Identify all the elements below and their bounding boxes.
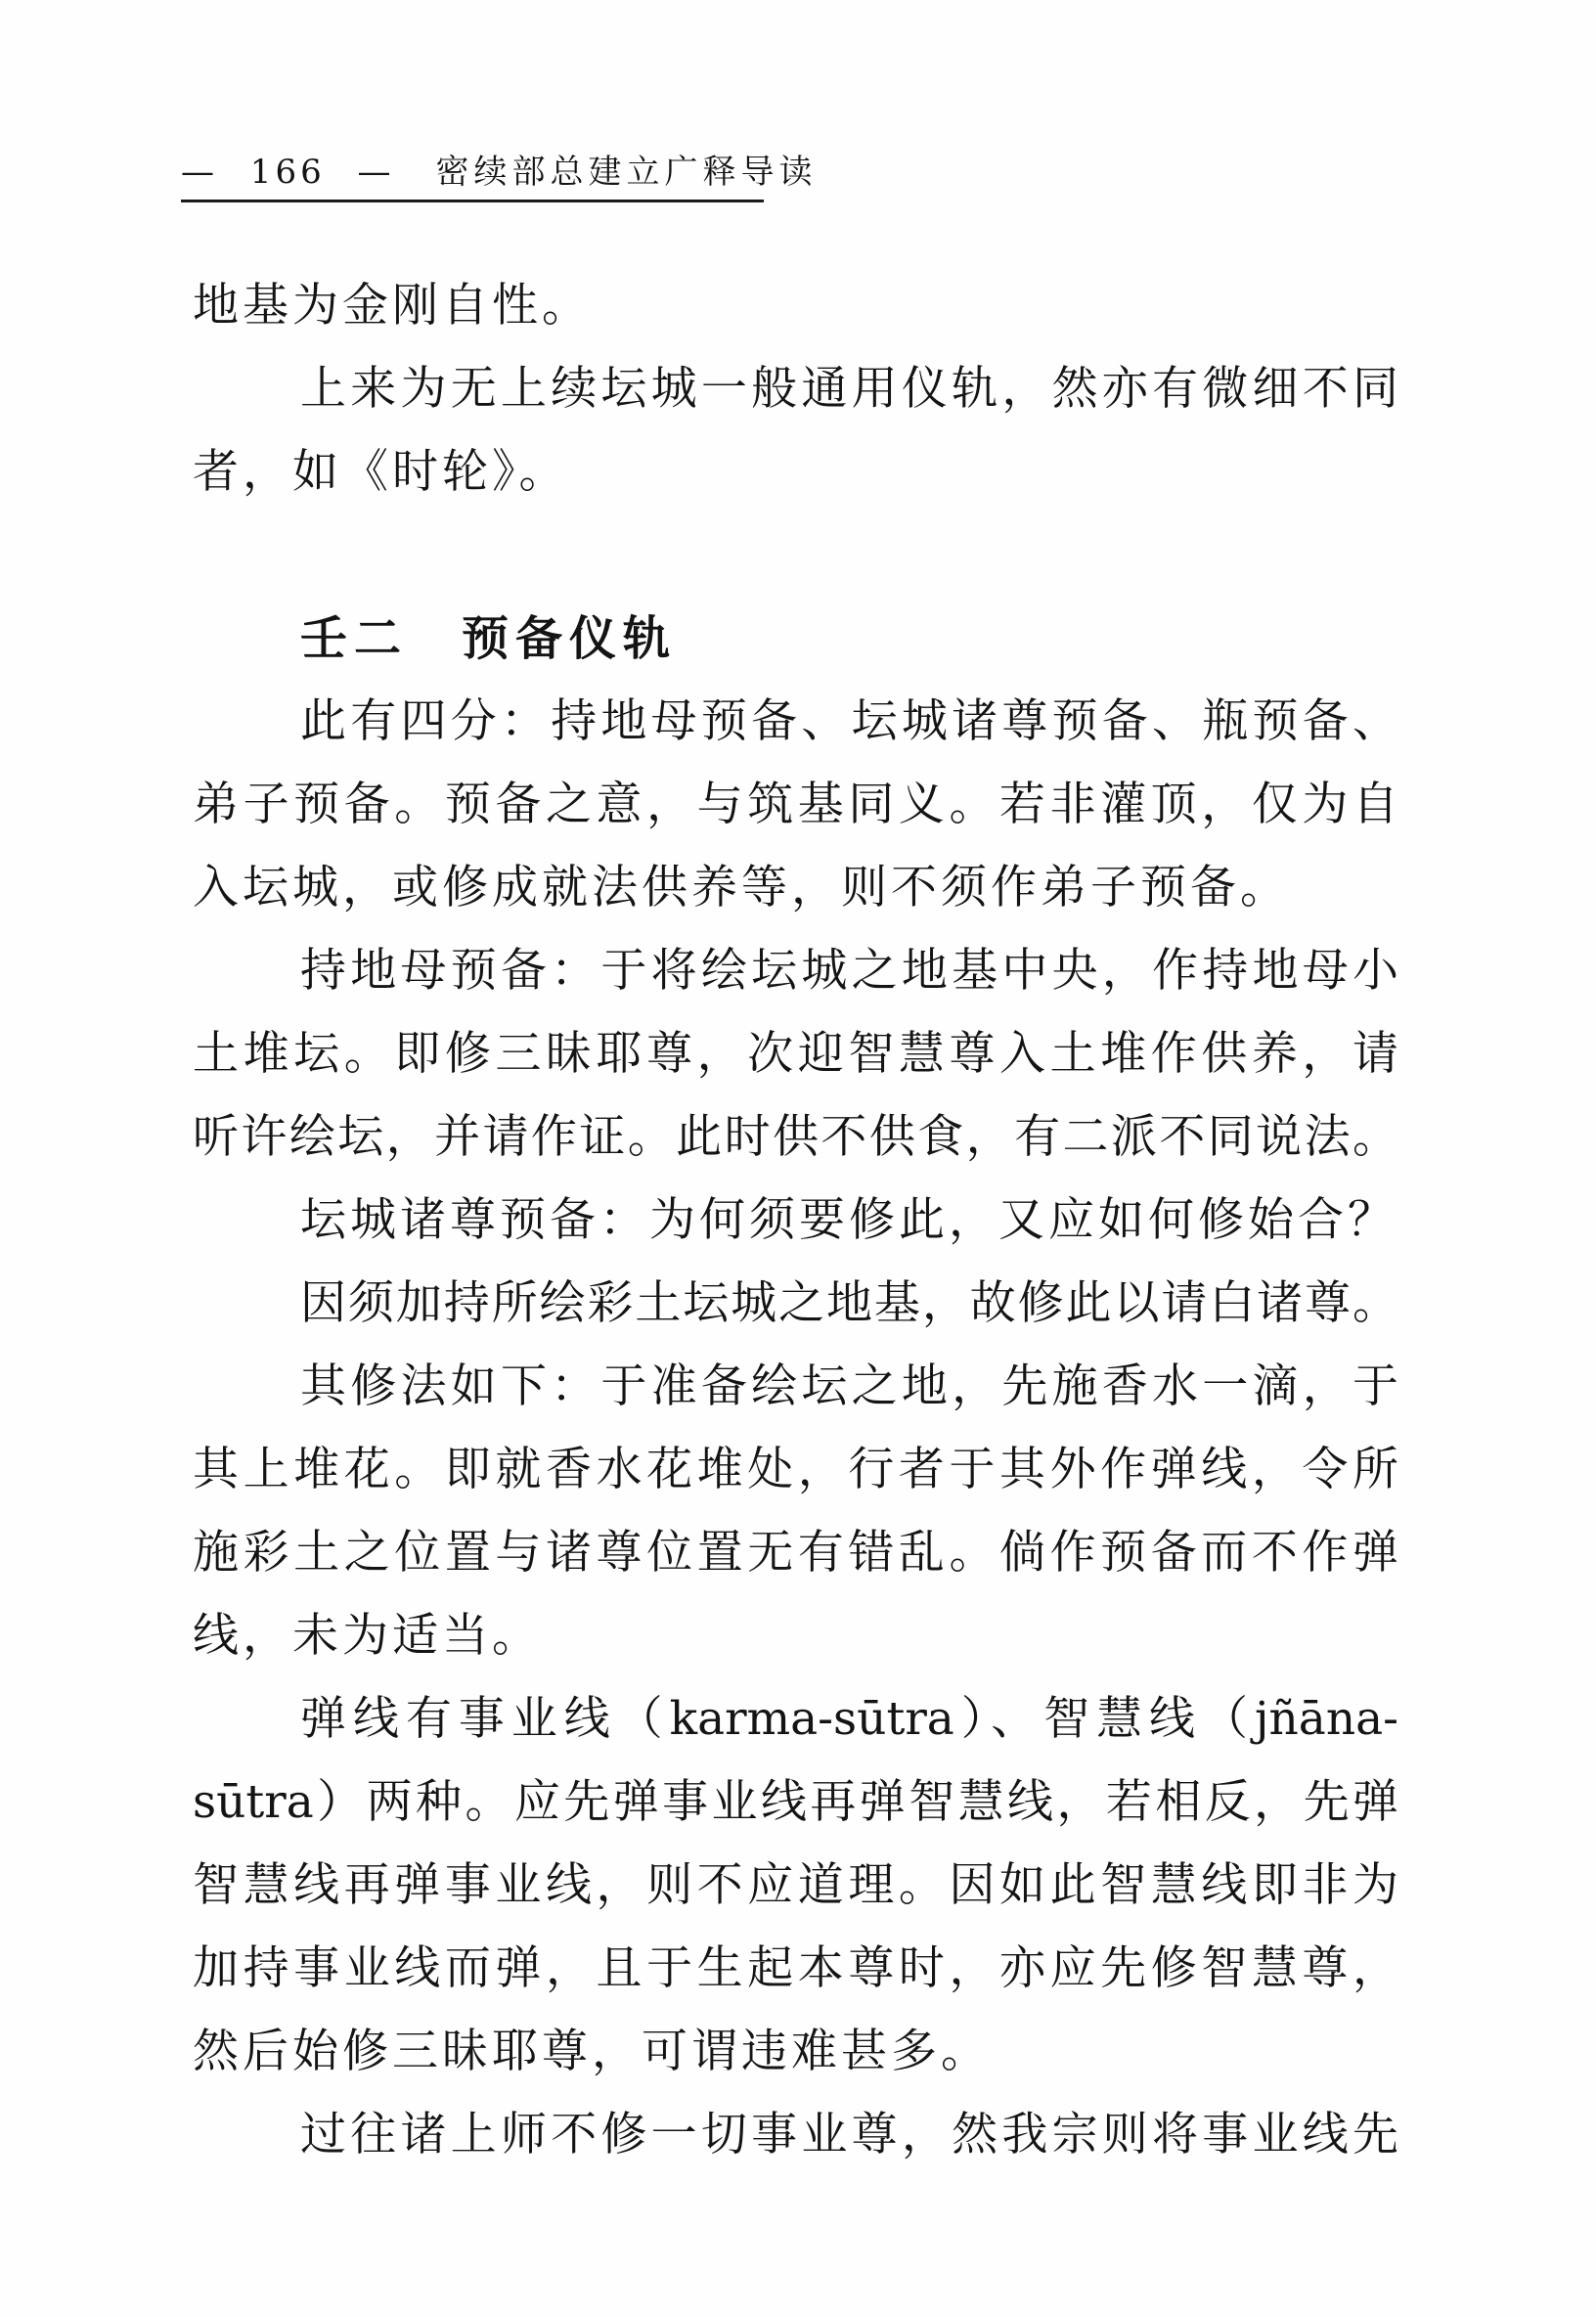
text-line: 其上堆花。即就香水花堆处，行者于其外作弹线，令所 (193, 1443, 1398, 1496)
text-line: 上来为无上续坛城一般通用仪轨，然亦有微细不同 (300, 362, 1398, 416)
text-line: 其修法如下：于准备绘坛之地，先施香水一滴，于 (300, 1359, 1398, 1413)
text-line: 过往诸上师不修一切事业尊，然我宗则将事业线先 (300, 2108, 1398, 2161)
text-line: 者，如《时轮》。 (193, 445, 569, 499)
text-line: 持地母预备：于将绘坛城之地基中央，作持地母小 (300, 944, 1398, 998)
text-line: 加持事业线而弹，且于生起本尊时，亦应先修智慧尊， (193, 1941, 1398, 1995)
text-line: 因须加持所绘彩土坛城之地基，故修此以请白诸尊。 (300, 1276, 1398, 1330)
text-line: 弟子预备。预备之意，与筑基同义。若非灌顶，仅为自 (193, 778, 1398, 831)
text-line: 施彩土之位置与诸尊位置无有错乱。倘作预备而不作弹 (193, 1526, 1398, 1580)
page-header (181, 153, 818, 202)
blank-line (193, 525, 1398, 608)
text-line: 此有四分：持地母预备、坛城诸尊预备、瓶预备、 (300, 694, 1398, 748)
page-body (193, 276, 1398, 2188)
text-line: 然后始修三昧耶尊，可谓违难甚多。 (193, 2025, 991, 2078)
text-line: 坛城诸尊预备：为何须要修此，又应如何修始合？ (300, 1193, 1397, 1247)
text-line: 入坛城，或修成就法供养等，则不须作弟子预备。 (193, 861, 1290, 914)
section-heading: 壬二 预备仪轨 (300, 611, 678, 666)
text-line: sūtra）两种。应先弹事业线再弹智慧线，若相反，先弹 (193, 1775, 1398, 1829)
text-line: 智慧线再弹事业线，则不应道理。因如此智慧线即非为 (193, 1858, 1398, 1912)
book-title: 密续部总建立广释导读 (435, 153, 818, 192)
text-line: 地基为金刚自性。 (193, 279, 592, 333)
text-line: 弹线有事业线（karma-sūtra）、智慧线（jñāna- (300, 1692, 1398, 1746)
text-line: 线，未为适当。 (193, 1609, 542, 1663)
text-line: 听许绘坛，并请作证。此时供不供食，有二派不同说法。 (193, 1110, 1398, 1164)
text-line: 土堆坛。即修三昧耶尊，次迎智慧尊入土堆作供养，请 (193, 1027, 1398, 1081)
page-number: — 166 — (181, 153, 395, 192)
